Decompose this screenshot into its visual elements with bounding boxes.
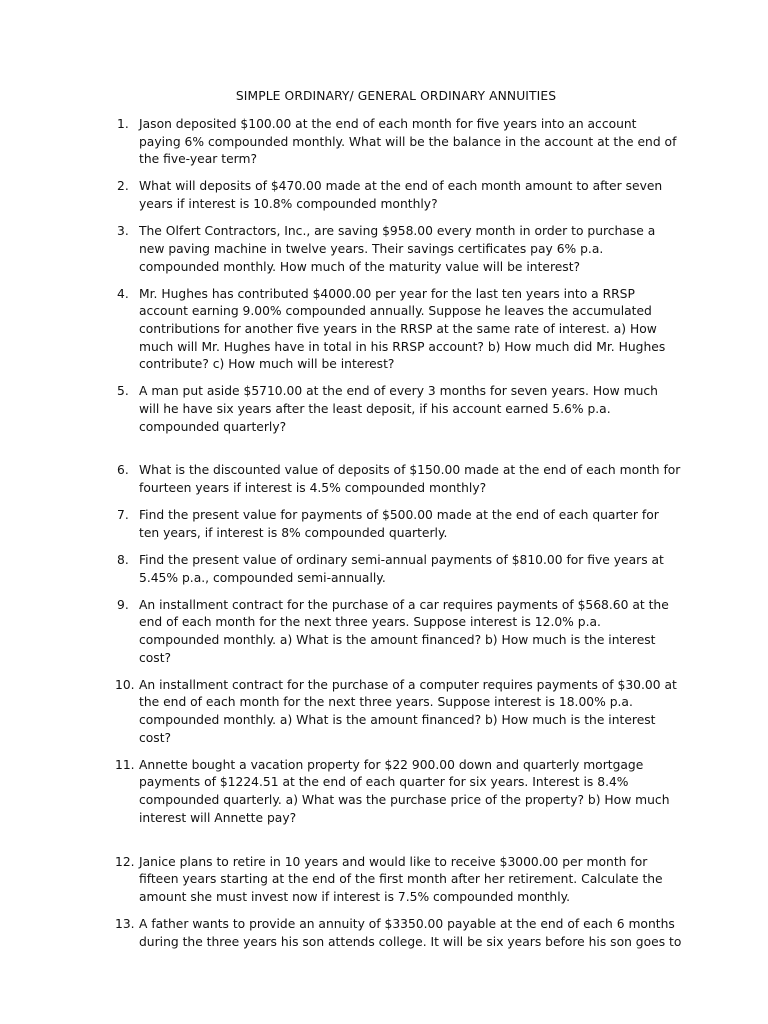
problem-number: 12.	[115, 854, 135, 869]
problem-item	[117, 286, 682, 375]
problem-item	[117, 178, 682, 213]
problem-item	[117, 507, 682, 542]
problem-number: 11.	[115, 757, 135, 772]
problem-number: 1.	[117, 117, 129, 131]
problem-text: What will deposits of $470.00 made at the end of each month amount to after seven years if interest is 10.8% compounded monthly?	[139, 179, 663, 212]
problem-number: 5.	[117, 384, 129, 399]
problem-text: Find the present value of ordinary semi-annual payments of $810.00 for five years at 5.45% p.a., compounded semi-annually.	[139, 552, 664, 585]
problem-item	[117, 597, 682, 668]
problem-list	[117, 116, 682, 961]
problem-item	[117, 757, 682, 828]
problem-number: 7.	[117, 508, 129, 523]
problem-text: A father wants to provide an annuity of $3350.00 payable at the end of each 6 months during the three years his son attends college. It will be six years before his son goes to	[139, 916, 682, 949]
problem-item	[117, 916, 682, 951]
problem-text: The Olfert Contractors, Inc., are saving $958.00 every month in order to purchase a new paving machine in twelve years. Their savings certificates pay 6% p.a. compounded monthly. How much of the maturity value will be interest?	[139, 224, 656, 274]
problem-item	[117, 854, 682, 907]
problem-item	[117, 223, 682, 276]
document-title: SIMPLE ORDINARY/ GENERAL ORDINARY ANNUITIES	[235, 89, 557, 103]
problem-number: 3.	[117, 224, 129, 239]
problem-text: Mr. Hughes has contributed $4000.00 per year for the last ten years into a RRSP account earning 9.00% compounded annually. Suppose he leaves the accumulated contributions for another five years in the RRSP at the same rate of interest. a) How much will Mr. Hughes have in total in his RRSP account? b) How much did Mr. Hughes contribute? c) How much will be interest?	[139, 286, 666, 372]
problem-item	[117, 677, 682, 748]
problem-number: 8.	[117, 552, 129, 567]
problem-number: 2.	[117, 179, 129, 194]
problem-text: A man put aside $5710.00 at the end of every 3 months for seven years. How much will he have six years after the least deposit, if his account earned 5.6% p.a. compounded quarterly?	[139, 384, 658, 434]
problem-number: 10.	[115, 677, 135, 692]
problem-text: Janice plans to retire in 10 years and would like to receive $3000.00 per month for fifteen years starting at the end of the first month after her retirement. Calculate the amount she must invest now if interest is 7.5% compounded monthly.	[139, 854, 663, 904]
problem-number: 13.	[115, 916, 135, 931]
problem-number: 6.	[117, 463, 129, 478]
problem-number: 9.	[117, 597, 129, 612]
problem-text: An installment contract for the purchase of a computer requires payments of $30.00 at the end of each month for the next three years. Suppose interest is 18.00% p.a. compounded monthly. a) What is the amount financed? b) How much is the interest cost?	[139, 677, 677, 745]
problem-text: Find the present value for payments of $500.00 made at the end of each quarter for ten years, if interest is 8% compounded quarterly.	[139, 508, 659, 540]
problem-item	[117, 383, 682, 436]
problem-item	[117, 116, 682, 169]
problem-text: Annette bought a vacation property for $22 900.00 down and quarterly mortgage payments of $1224.51 at the end of each quarter for six years. Interest is 8.4% compounded quarterly. a) What was the purchase price of the property? b) How much interest will Annette pay?	[139, 757, 670, 825]
problem-text: What is the discounted value of deposits of $150.00 made at the end of each month for fourteen years if interest is 4.5% compounded monthly?	[139, 463, 681, 496]
problem-number: 4.	[117, 286, 129, 301]
problem-item	[117, 552, 682, 587]
problem-text: Jason deposited $100.00 at the end of each month for five years into an account paying 6% compounded monthly. What will be the balance in the account at the end of the five-year term?	[139, 117, 677, 167]
problem-item	[117, 462, 682, 497]
problem-text: An installment contract for the purchase of a car requires payments of $568.60 at the end of each month for the next three years. Suppose interest is 12.0% p.a. compounded monthly. a) What is the amount financed? b) How much is the interest cost?	[139, 597, 669, 665]
